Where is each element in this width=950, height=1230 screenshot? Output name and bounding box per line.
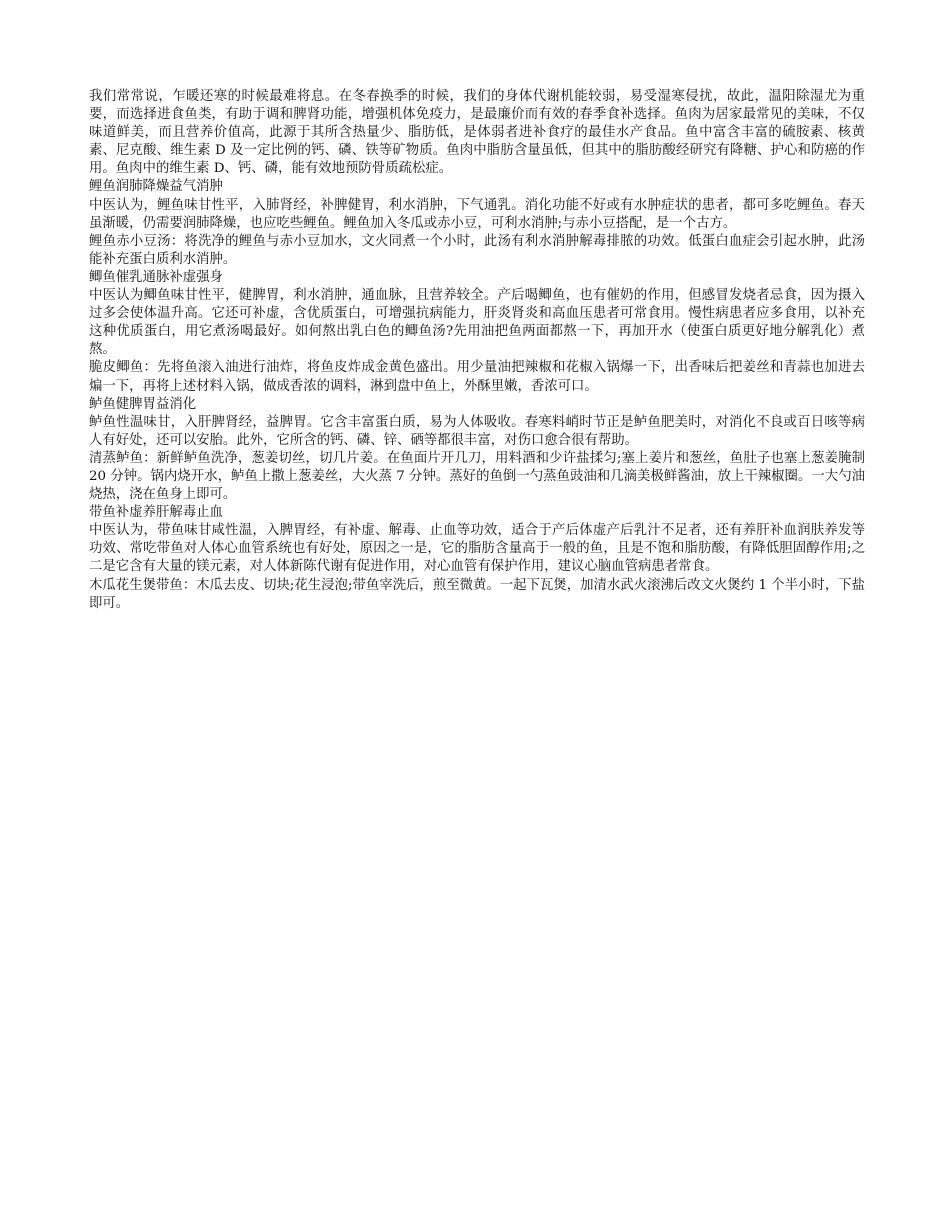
article-body <box>89 88 865 613</box>
section-paragraph: 中医认为鲫鱼味甘性平，健脾胃，利水消肿，通血脉，且营养较全。产后喝鲫鱼，也有催奶的作用，但感冒发烧者忌食，因为摄入过多会使体温升高。它还可补虚，含优质蛋白，可增强抗病能力，肝炎肾炎和高血压患者可常食用。慢性病患者应多食用，以补充这种优质蛋白，用它煮汤喝最好。如何熬出乳白色的鲫鱼汤?先用油把鱼两面都熬一下，再加开水（使蛋白质更好地分解乳化）煮熬。 <box>89 288 865 358</box>
intro-paragraph: 我们常常说，乍暖还寒的时候最难将息。在冬春换季的时候，我们的身体代谢机能较弱，易受湿寒侵扰，故此，温阳除湿尤为重要，而选择进食鱼类，有助于调和脾肾功能，增强机体免疫力，是最廉价而有效的春季食补选择。鱼肉为居家最常见的美味，不仅味道鲜美，而且营养价值高，此源于其所含热量少、脂肪低，是体弱者进补食疗的最佳水产食品。鱼中富含丰富的硫胺素、核黄素、尼克酸、维生素 D 及一定比例的钙、磷、铁等矿物质。鱼肉中脂肪含量虽低，但其中的脂肪酸经研究有降糖、护心和防癌的作用。鱼肉中的维生素 D、钙、磷，能有效地预防骨质疏松症。 <box>89 89 865 177</box>
section-paragraph: 鲈鱼性温味甘，入肝脾肾经，益脾胃。它含丰富蛋白质，易为人体吸收。春寒料峭时节正是鲈鱼肥美时，对消化不良或百日咳等病人有好处，还可以安胎。此外，它所含的钙、磷、锌、硒等都很丰富，对伤口愈合很有帮助。 <box>89 414 865 448</box>
section-paragraph: 中医认为，鲤鱼味甘性平，入肺肾经，补脾健胃，利水消肿，下气通乳。消化功能不好或有水肿症状的患者，都可多吃鲤鱼。春天虽渐暖，仍需要润肺降燥，也应吃些鲤鱼。鲤鱼加入冬瓜或赤小豆，可利水消肿;与赤小豆搭配，是一个古方。 <box>89 197 865 231</box>
section-heading: 鲈鱼健脾胃益消化 <box>89 396 197 412</box>
section-heading: 鲤鱼润肺降燥益气消肿 <box>89 179 223 195</box>
recipe-paragraph: 脆皮鲫鱼：先将鱼滚入油进行油炸，将鱼皮炸成金黄色盛出。用少量油把辣椒和花椒入锅爆一下，出香味后把姜丝和青蒜也加进去煸一下，再将上述材料入锅，做成香浓的调料，淋到盘中鱼上，外酥里嫩，香浓可口。 <box>89 360 865 394</box>
recipe-paragraph: 清蒸鲈鱼：新鲜鲈鱼洗净，葱姜切丝，切几片姜。在鱼面片开几刀，用料酒和少许盐揉匀;塞上姜片和葱丝，鱼肚子也塞上葱姜腌制 20 分钟。锅内烧开水，鲈鱼上撒上葱姜丝，大火蒸 7 分钟。蒸好的鱼倒一勺蒸鱼豉油和几滴美极鲜酱油，放上干辣椒圈。一大勺油烧热，浇在鱼身上即可。 <box>89 450 865 503</box>
recipe-paragraph: 木瓜花生煲带鱼：木瓜去皮、切块;花生浸泡;带鱼宰洗后，煎至微黄。一起下瓦煲，加清水武火滚沸后改文火煲约 1 个半小时，下盐即可。 <box>89 577 865 611</box>
section-paragraph: 中医认为，带鱼味甘咸性温，入脾胃经，有补虚、解毒、止血等功效，适合于产后体虚产后乳汁不足者，还有养肝补血润肤养发等功效、常吃带鱼对人体心血管系统也有好处，原因之一是，它的脂肪含量高于一般的鱼，且是不饱和脂肪酸，有降低胆固醇作用;之二是它含有大量的镁元素，对人体新陈代谢有促进作用，对心血管有保护作用，建议心脑血管病患者常食。 <box>89 523 865 575</box>
recipe-paragraph: 鲤鱼赤小豆汤：将洗净的鲤鱼与赤小豆加水，文火同煮一个小时，此汤有利水消肿解毒排脓的功效。低蛋白血症会引起水肿，此汤能补充蛋白质利水消肿。 <box>89 233 865 267</box>
section-hairtail <box>89 504 865 613</box>
section-perch <box>89 396 865 505</box>
section-heading: 鲫鱼催乳通脉补虚强身 <box>89 269 223 285</box>
section-crucian <box>89 269 865 396</box>
section-heading: 带鱼补虚养肝解毒止血 <box>89 505 223 521</box>
section-carp <box>89 178 865 268</box>
